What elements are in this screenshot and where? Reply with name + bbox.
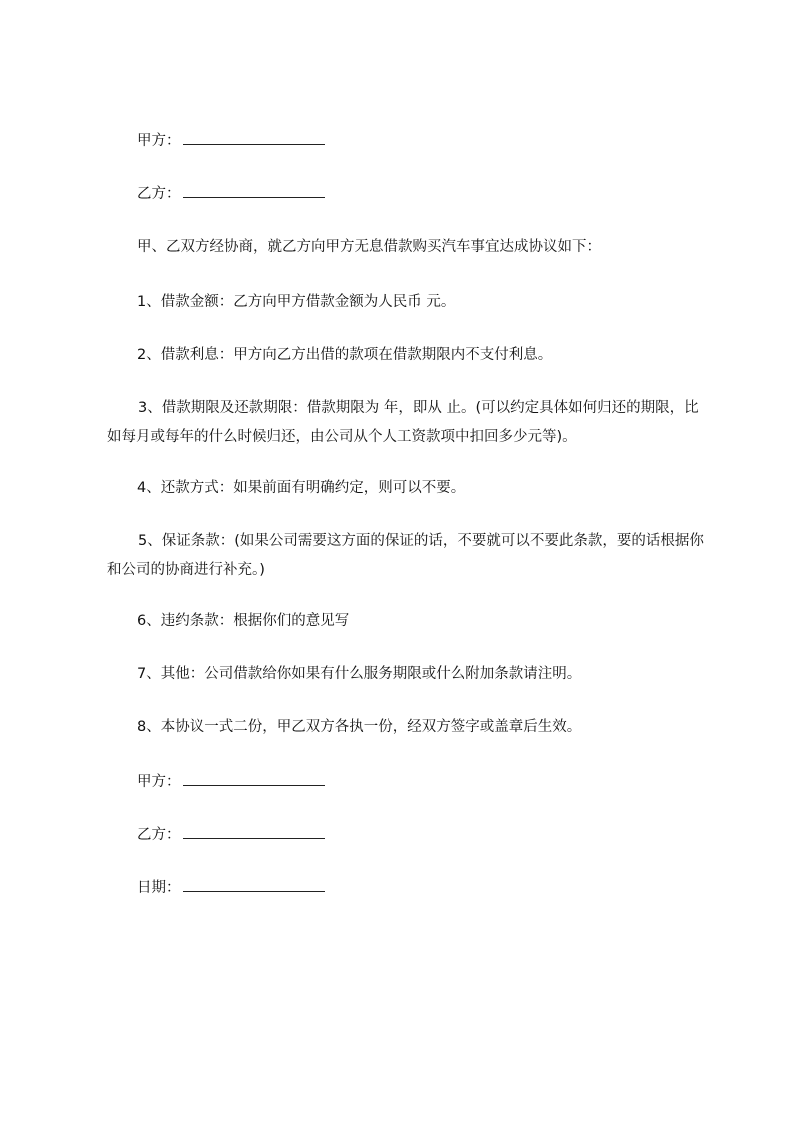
signature-party-a (137, 772, 325, 792)
signature-date-label: 日期： (137, 880, 181, 896)
signature-party-b-blank (183, 826, 325, 839)
header-party-b (137, 184, 325, 204)
signature-party-a-label: 甲方： (137, 774, 181, 790)
header-party-b-blank (183, 185, 325, 198)
header-party-b-label: 乙方： (137, 186, 181, 202)
signature-date (137, 878, 325, 898)
clause-3: 3、借款期限及还款期限：借款期限为 年，即从 止。(可以约定具体如何归还的期限，比如每月或每年的什么时候归还，由公司从个人工资款项中扣回多少元等)。 (107, 400, 699, 445)
header-party-a-label: 甲方： (137, 133, 181, 149)
clause-7: 7、其他：公司借款给你如果有什么服务期限或什么附加条款请注明。 (137, 666, 582, 682)
clause-4: 4、还款方式：如果前面有明确约定，则可以不要。 (137, 480, 466, 496)
signature-party-b (137, 825, 325, 845)
signature-party-b-label: 乙方： (137, 827, 181, 843)
clause-6: 6、违约条款：根据你们的意见写 (137, 613, 350, 629)
clause-1: 1、借款金额：乙方向甲方借款金额为人民币 元。 (137, 294, 456, 310)
clause-5: 5、保证条款：(如果公司需要这方面的保证的话，不要就可以不要此条款，要的话根据你和公司的协商进行补充。) (107, 533, 704, 578)
intro-text: 甲、乙双方经协商，就乙方向甲方无息借款购买汽车事宜达成协议如下： (137, 239, 601, 255)
header-party-a (137, 131, 325, 151)
clause-2: 2、借款利息：甲方向乙方出借的款项在借款期限内不支付利息。 (137, 347, 553, 363)
signature-party-a-blank (183, 773, 325, 786)
header-party-a-blank (183, 132, 325, 145)
clause-8: 8、本协议一式二份，甲乙双方各执一份，经双方签字或盖章后生效。 (137, 719, 582, 735)
signature-date-blank (183, 879, 325, 892)
